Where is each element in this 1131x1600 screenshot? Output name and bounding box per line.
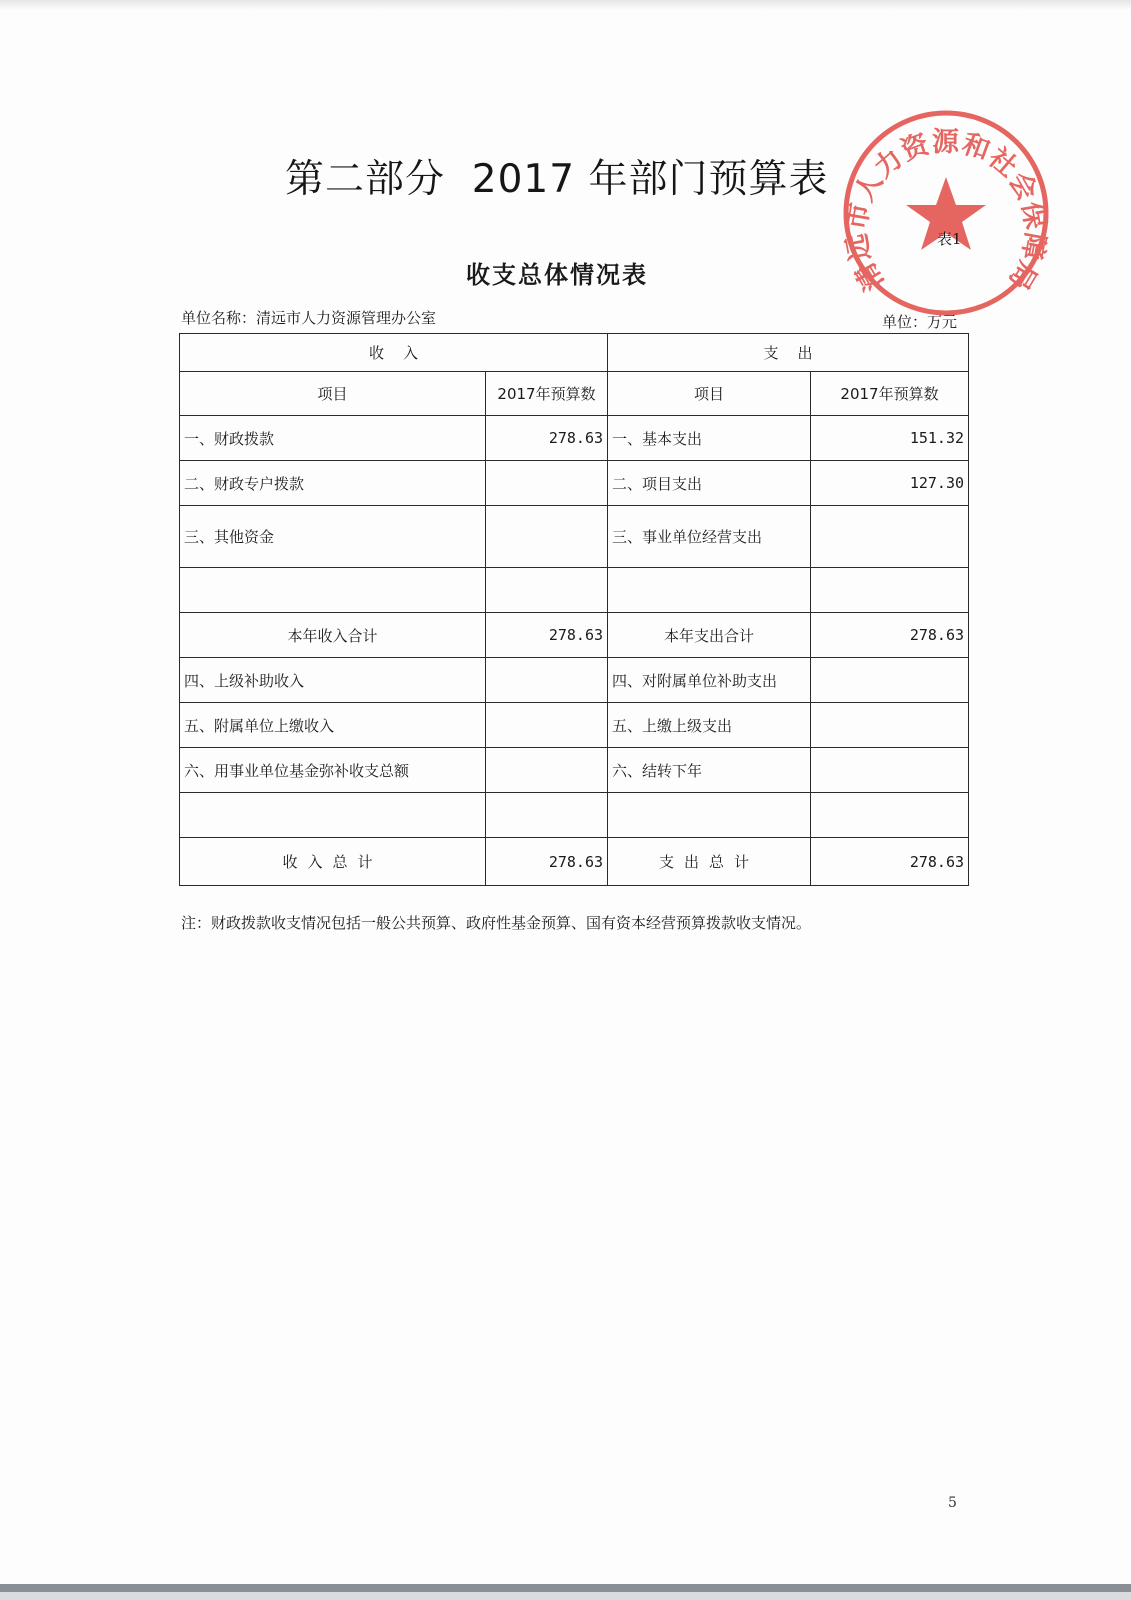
income-item: 五、附属单位上缴收入	[180, 703, 486, 748]
table-row	[180, 793, 969, 838]
expense-value	[811, 748, 969, 793]
table-number: 表1	[937, 230, 962, 248]
expense-subtotal-value: 278.63	[811, 613, 969, 658]
income-value	[486, 703, 608, 748]
scan-top-edge	[0, 0, 1131, 10]
table-column-header-row	[180, 372, 969, 416]
income-subtotal-label: 本年收入合计	[180, 613, 486, 658]
table-note: 注：财政拨款收支情况包括一般公共预算、政府性基金预算、国有资本经营预算拨款收支情况。	[181, 914, 812, 932]
income-item	[180, 568, 486, 613]
income-item-header: 项目	[180, 372, 486, 416]
income-value: 278.63	[486, 416, 608, 461]
income-total-label: 收入总计	[180, 838, 486, 886]
income-subtotal-value: 278.63	[486, 613, 608, 658]
income-budget-header: 2017年预算数	[486, 372, 608, 416]
income-value	[486, 506, 608, 568]
expense-item: 二、项目支出	[608, 461, 811, 506]
table-row-subtotal	[180, 613, 969, 658]
page-number: 5	[948, 1495, 957, 1511]
unit-label: 单位：万元	[882, 313, 958, 331]
income-item: 四、上级补助收入	[180, 658, 486, 703]
income-item: 三、其他资金	[180, 506, 486, 568]
income-total-value: 278.63	[486, 838, 608, 886]
expense-value	[811, 793, 969, 838]
table-row	[180, 703, 969, 748]
expense-item: 三、事业单位经营支出	[608, 506, 811, 568]
expense-header: 支 出	[608, 334, 969, 372]
expense-value	[811, 506, 969, 568]
table-row	[180, 748, 969, 793]
income-item: 六、用事业单位基金弥补收支总额	[180, 748, 486, 793]
expense-item	[608, 568, 811, 613]
expense-value	[811, 568, 969, 613]
scan-bottom-band	[0, 1584, 1131, 1592]
table-title: 收支总体情况表	[466, 260, 648, 289]
income-item	[180, 793, 486, 838]
income-header: 收 入	[180, 334, 608, 372]
scan-bottom-band-light	[0, 1592, 1131, 1600]
table-row	[180, 416, 969, 461]
expense-value	[811, 703, 969, 748]
expense-subtotal-label: 本年支出合计	[608, 613, 811, 658]
income-item: 二、财政专户拨款	[180, 461, 486, 506]
seal-text: 清远市人力资源和社会保障局	[841, 126, 1051, 296]
income-item: 一、财政拨款	[180, 416, 486, 461]
official-seal-icon	[838, 105, 1054, 321]
expense-item	[608, 793, 811, 838]
expense-budget-header: 2017年预算数	[811, 372, 969, 416]
income-value	[486, 568, 608, 613]
income-value	[486, 793, 608, 838]
expense-total-value: 278.63	[811, 838, 969, 886]
table-row-total	[180, 838, 969, 886]
table-row	[180, 568, 969, 613]
income-value	[486, 748, 608, 793]
expense-item: 六、结转下年	[608, 748, 811, 793]
expense-item: 四、对附属单位补助支出	[608, 658, 811, 703]
expense-total-label: 支出总计	[608, 838, 811, 886]
budget-summary-table	[179, 333, 969, 886]
expense-item: 五、上缴上级支出	[608, 703, 811, 748]
expense-value	[811, 658, 969, 703]
table-row	[180, 461, 969, 506]
income-value	[486, 658, 608, 703]
expense-value: 127.30	[811, 461, 969, 506]
income-value	[486, 461, 608, 506]
table-row	[180, 658, 969, 703]
unit-name: 单位名称：清远市人力资源管理办公室	[181, 309, 437, 327]
expense-item: 一、基本支出	[608, 416, 811, 461]
table-row	[180, 506, 969, 568]
part-title: 第二部分 2017 年部门预算表	[285, 157, 829, 202]
table-group-header-row	[180, 334, 969, 372]
expense-item-header: 项目	[608, 372, 811, 416]
expense-value: 151.32	[811, 416, 969, 461]
